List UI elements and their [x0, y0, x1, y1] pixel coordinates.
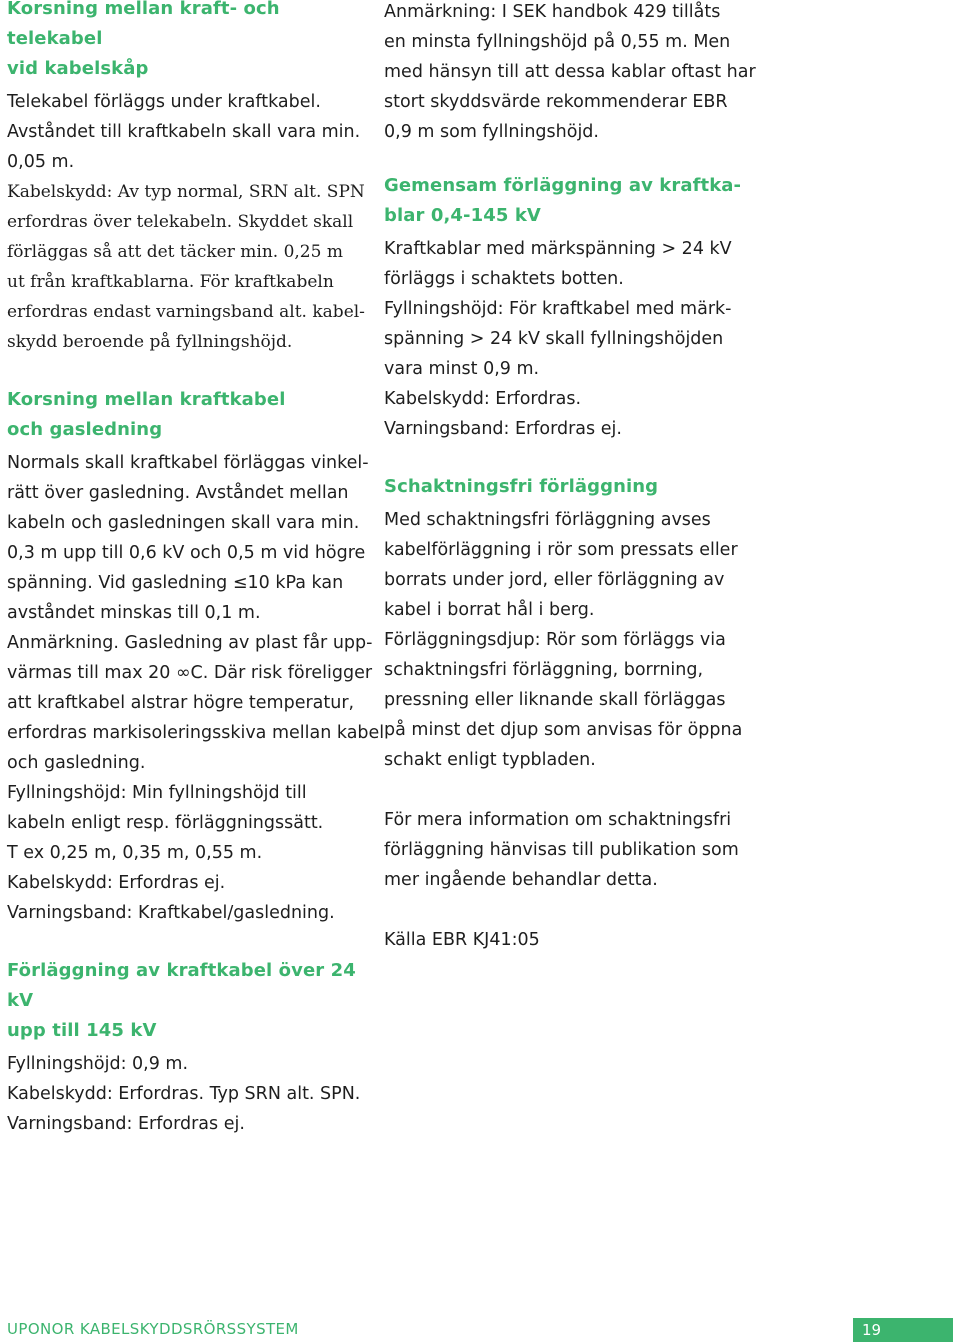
body-line: Telekabel förläggs under kraftkabel. [7, 92, 321, 112]
body-line: spänning. Vid gasledning ≤10 kPa kan [7, 573, 344, 593]
body-line: förläggas så att det täcker min. 0,25 m [7, 242, 343, 262]
body-line: och gasledning. [7, 753, 146, 773]
section-body [384, 505, 754, 775]
body-line: att kraftkabel alstrar högre temperatur, [7, 693, 355, 713]
page-number-box [853, 1318, 953, 1342]
body-line: Varningsband: Kraftkabel/gasledning. [7, 903, 335, 923]
body-line: schaktningsfri förläggning, borrning, [384, 660, 704, 680]
body-line: Fyllningshöjd: För kraftkabel med märk- [384, 299, 732, 319]
body-line: förläggs i schaktets botten. [384, 269, 624, 289]
body-line: ut från kraftkablarna. För kraftkabeln [7, 272, 334, 292]
source-line: Källa EBR KJ41:05 [384, 930, 540, 950]
body-line: en minsta fyllningshöjd på 0,55 m. Men [384, 32, 731, 52]
heading-line: Förläggning av kraftkabel över 24 kV [7, 960, 356, 1011]
body-line: Varningsband: Erfordras ej. [384, 419, 622, 439]
body-line: Kabelskydd: Erfordras. [384, 389, 582, 409]
body-line: rätt över gasledning. Avståndet mellan [7, 483, 349, 503]
body-line: T ex 0,25 m, 0,35 m, 0,55 m. [7, 843, 263, 863]
footer-title: UPONOR KABELSKYDDSRÖRSSYSTEM [7, 1320, 299, 1338]
body-line: Kabelskydd: Erfordras. Typ SRN alt. SPN. [7, 1084, 361, 1104]
body-line: 0,3 m upp till 0,6 kV och 0,5 m vid högre [7, 543, 366, 563]
section-heading-over-24kv [7, 956, 367, 1046]
page-number: 19 [862, 1321, 882, 1339]
section-body [384, 234, 754, 444]
body-line: Anmärkning: I SEK handbok 429 tillåts [384, 2, 721, 22]
body-line: skydd beroende på fyllningshöjd. [7, 332, 293, 352]
body-line: erfordras endast varningsband alt. kabel- [7, 302, 365, 322]
body-line: 0,05 m. [7, 152, 75, 172]
body-line: schakt enligt typbladen. [384, 750, 596, 770]
body-line: kabel i borrat hål i berg. [384, 600, 595, 620]
body-line: Fyllningshöjd: 0,9 m. [7, 1054, 189, 1074]
body-line: mer ingående behandlar detta. [384, 870, 658, 890]
body-line: erfordras över telekabeln. Skyddet skall [7, 212, 354, 232]
section-heading-kraft-gas [7, 385, 367, 445]
heading-line: Gemensam förläggning av kraftka- [384, 175, 742, 196]
source-note [384, 925, 754, 955]
body-line: Varningsband: Erfordras ej. [7, 1114, 245, 1134]
heading-line: upp till 145 kV [7, 1020, 157, 1041]
body-line: Anmärkning. Gasledning av plast får upp- [7, 633, 373, 653]
body-line: kabeln och gasledningen skall vara min. [7, 513, 360, 533]
body-line: värmas till max 20 ∞C. Där risk föreligger [7, 663, 373, 683]
body-line: Förläggningsdjup: Rör som förläggs via [384, 630, 726, 650]
body-line: erfordras markisoleringsskiva mellan kabel [7, 723, 385, 743]
section-heading-schaktningsfri [384, 472, 754, 502]
section-heading-gemensam [384, 171, 754, 231]
heading-line: och gasledning [7, 419, 163, 440]
section-body [7, 87, 367, 357]
intro-note [384, 0, 754, 147]
body-line: på minst det djup som anvisas för öppna [384, 720, 743, 740]
body-line: Kraftkablar med märkspänning > 24 kV [384, 239, 732, 259]
body-line: med hänsyn till att dessa kablar oftast har [384, 62, 756, 82]
left-column [7, 0, 385, 1139]
heading-line: Korsning mellan kraftkabel [7, 389, 286, 410]
heading-line: blar 0,4-145 kV [384, 205, 541, 226]
body-line: Normals skall kraftkabel förläggas vinkel- [7, 453, 369, 473]
body-line: vara minst 0,9 m. [384, 359, 540, 379]
body-line: Kabelskydd: Erfordras ej. [7, 873, 226, 893]
section-body [7, 1049, 367, 1139]
body-line: kabelförläggning i rör som pressats eller [384, 540, 738, 560]
body-line: kabeln enligt resp. förläggningssätt. [7, 813, 324, 833]
body-line: Kabelskydd: Av typ normal, SRN alt. SPN [7, 182, 365, 202]
body-line: avståndet minskas till 0,1 m. [7, 603, 261, 623]
body-line: För mera information om schaktningsfri [384, 810, 732, 830]
heading-line: Schaktningsfri förläggning [384, 476, 659, 497]
body-line: Med schaktningsfri förläggning avses [384, 510, 711, 530]
body-line: stort skyddsvärde rekommenderar EBR [384, 92, 728, 112]
body-line: Avståndet till kraftkabeln skall vara min. [7, 122, 361, 142]
section-body [7, 448, 385, 928]
more-info [384, 805, 754, 895]
body-line: borrats under jord, eller förläggning av [384, 570, 725, 590]
heading-line: Korsning mellan kraft- och telekabel [7, 0, 280, 49]
body-line: Fyllningshöjd: Min fyllningshöjd till [7, 783, 307, 803]
section-heading-kraft-telekabel [7, 0, 367, 84]
body-line: spänning > 24 kV skall fyllningshöjden [384, 329, 724, 349]
heading-line: vid kabelskåp [7, 58, 149, 79]
body-line: pressning eller liknande skall förläggas [384, 690, 726, 710]
page-footer [7, 1318, 953, 1342]
right-column [384, 0, 754, 955]
body-line: förläggning hänvisas till publikation som [384, 840, 739, 860]
body-line: 0,9 m som fyllningshöjd. [384, 122, 599, 142]
